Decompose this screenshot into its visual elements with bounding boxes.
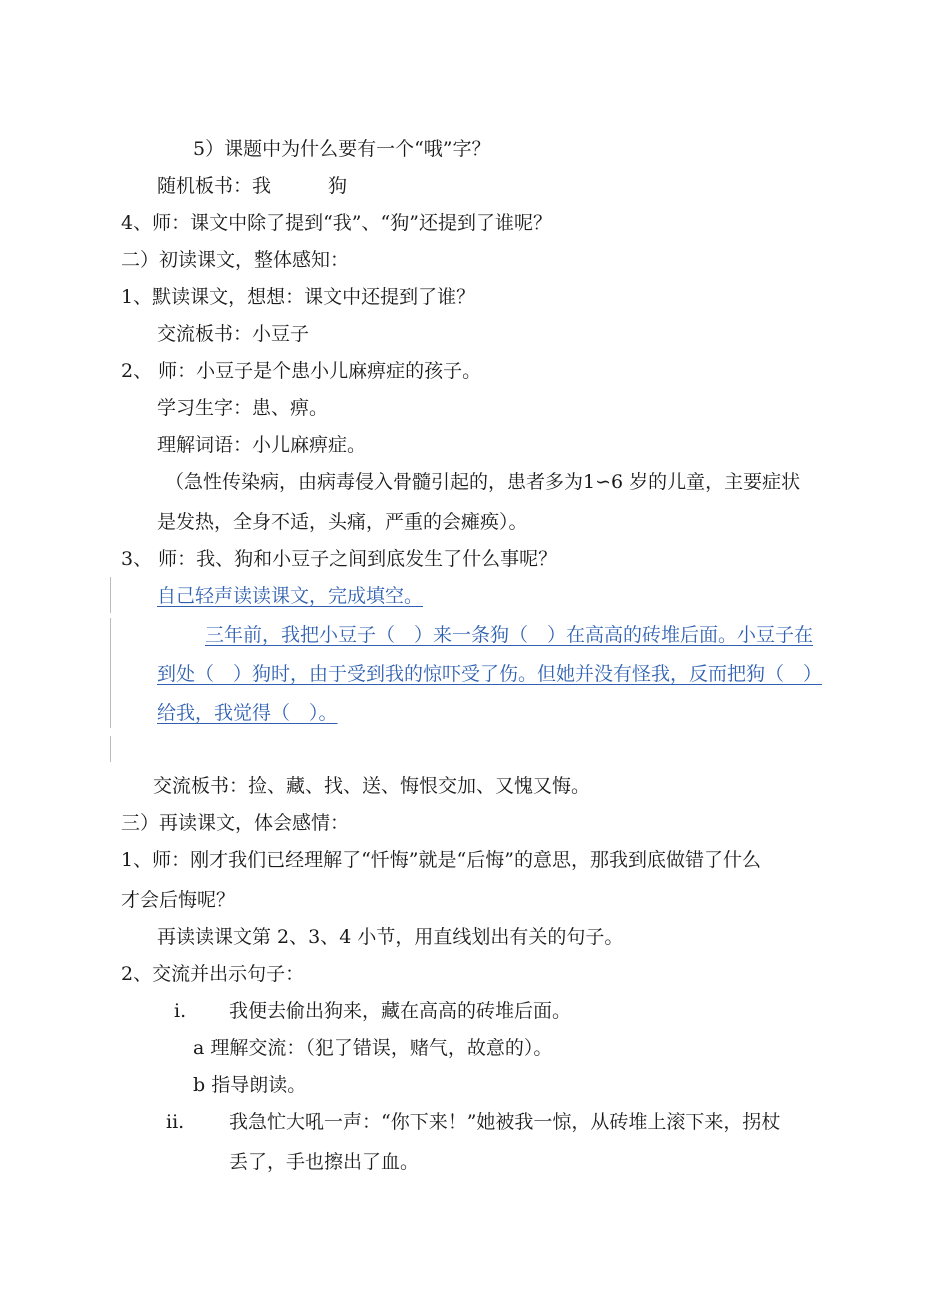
list-number: i. — [174, 1000, 187, 1022]
revision-bar — [110, 618, 111, 728]
tracked-change-text: 自己轻声读读课文，完成填空。 — [157, 585, 424, 607]
text-line: 1、师：刚才我们已经理解了“忏悔”就是“后悔”的意思，那我到底做错了什么 — [121, 849, 761, 871]
text-line: 2、 师：小豆子是个患小儿麻痹症的孩子。 — [121, 360, 482, 382]
text-line: （急性传染病，由病毒侵入骨髓引起的，患者多为1∽6 岁的儿童，主要症状 — [165, 471, 801, 493]
text-line: 是发热，全身不适，头痛，严重的会瘫痪）。 — [157, 511, 528, 533]
text-line: 5）课题中为什么要有一个“哦”字？ — [193, 138, 491, 160]
tracked-change-text: 给我，我觉得（ ）。 — [157, 702, 338, 724]
section-heading: 三）再读课文，体会感情： — [121, 812, 350, 834]
list-item: 我急忙大吼一声：“你下来！”她被我一惊，从砖堆上滚下来，拐杖 — [229, 1111, 781, 1133]
text-line: 3、 师：我、狗和小豆子之间到底发生了什么事呢？ — [121, 548, 558, 570]
list-number: ii. — [166, 1111, 185, 1133]
text-line: 理解词语：小儿麻痹症。 — [157, 434, 367, 456]
text-line: a 理解交流：（犯了错误，赌气，故意的）。 — [193, 1037, 553, 1059]
list-item: 我便去偷出狗来，藏在高高的砖堆后面。 — [229, 1000, 572, 1022]
revision-bar — [110, 577, 111, 613]
text-line: b 指导朗读。 — [193, 1074, 307, 1096]
revision-bar — [110, 736, 111, 762]
text-line: 学习生字：患、痹。 — [157, 397, 329, 419]
text-line: 随机板书：我 狗 — [157, 175, 348, 197]
text-line: 1、默读课文，想想：课文中还提到了谁？ — [121, 286, 476, 308]
text-line: 交流板书：捡、藏、找、送、悔恨交加、又愧又悔。 — [153, 775, 591, 797]
list-item: 丢了，手也擦出了血。 — [229, 1151, 420, 1173]
section-heading: 二）初读课文，整体感知： — [121, 249, 350, 271]
text-line: 4、师：课文中除了提到“我”、“狗”还提到了谁呢？ — [121, 212, 552, 234]
text-line: 再读读课文第 2、3、4 小节，用直线划出有关的句子。 — [157, 926, 624, 948]
text-line: 才会后悔呢？ — [121, 889, 236, 911]
text-line: 2、交流并出示句子： — [121, 963, 305, 985]
text-line: 交流板书：小豆子 — [157, 323, 310, 345]
tracked-change-text: 三年前，我把小豆子（ ）来一条狗（ ）在高高的砖堆后面。小豆子在 — [205, 624, 814, 646]
tracked-change-text: 到处（ ）狗时，由于受到我的惊吓受了伤。但她并没有怪我，反而把狗（ ） — [157, 663, 823, 685]
